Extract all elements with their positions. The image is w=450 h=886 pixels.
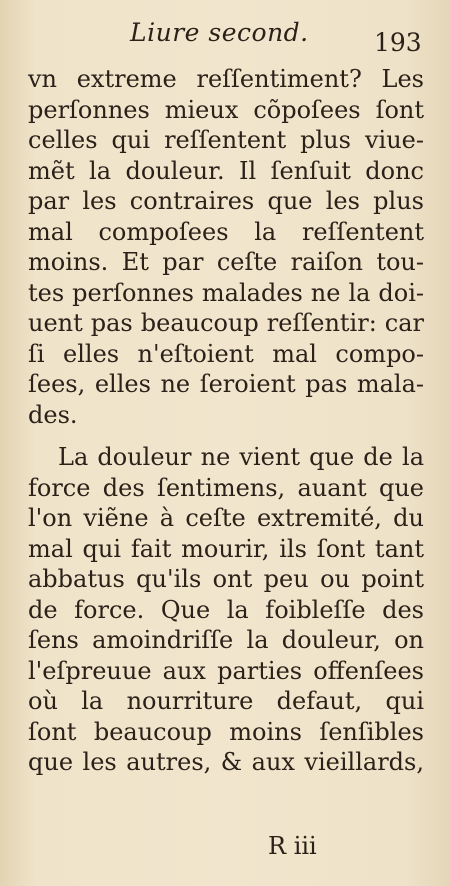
paragraph-1: [28, 64, 424, 430]
text-line: ſees, elles ne ſeroient pas mala-: [28, 370, 424, 398]
text-line: perſonnes mieux cõpoſees ſont: [28, 95, 424, 124]
text-line: des.: [28, 400, 78, 429]
signature-mark: R iii: [268, 832, 317, 860]
text-line: moins. Et par ceſte raiſon tou-: [28, 248, 424, 276]
page-number: 193: [374, 28, 422, 57]
text-line: ſi elles n'eſtoient mal compo-: [28, 339, 424, 368]
text-line: La douleur ne vient que de la: [58, 443, 424, 471]
body-text: [28, 64, 424, 778]
text-line: uent pas beaucoup reſſentir: car: [28, 309, 424, 337]
text-line: vn extreme reſſentiment? Les: [28, 65, 424, 93]
text-line: force des ſentimens, auant que: [28, 473, 424, 502]
text-line: par les contraires que les plus: [28, 187, 424, 215]
text-line: l'eſpreuue aux parties offenſees: [28, 656, 424, 685]
text-line: que les autres, & aux vieillards,: [28, 748, 424, 776]
text-line: ſont beaucoup moins ſenſibles: [28, 717, 424, 746]
paragraph-gap: [28, 430, 424, 442]
text-line: où la nourriture defaut, qui: [28, 687, 424, 715]
text-line: celles qui reſſentent plus viue-: [28, 126, 424, 154]
text-line: mal compoſees la reſſentent: [28, 217, 424, 246]
text-line: mẽt la douleur. Il ſenſuit donc: [28, 156, 424, 185]
text-line: tes perſonnes malades ne la doi-: [28, 278, 424, 307]
paragraph-2: [28, 442, 424, 778]
text-line: mal qui fait mourir, ils ſont tant: [28, 534, 424, 563]
text-line: l'on viẽne à ceſte extremité, du: [28, 504, 424, 532]
text-line: abbatus qu'ils ont peu ou point: [28, 565, 424, 593]
text-line: ſens amoindriſſe la douleur, on: [28, 626, 424, 654]
running-title: Liure second.: [130, 18, 309, 47]
text-line: de force. Que la foibleſſe des: [28, 595, 424, 624]
